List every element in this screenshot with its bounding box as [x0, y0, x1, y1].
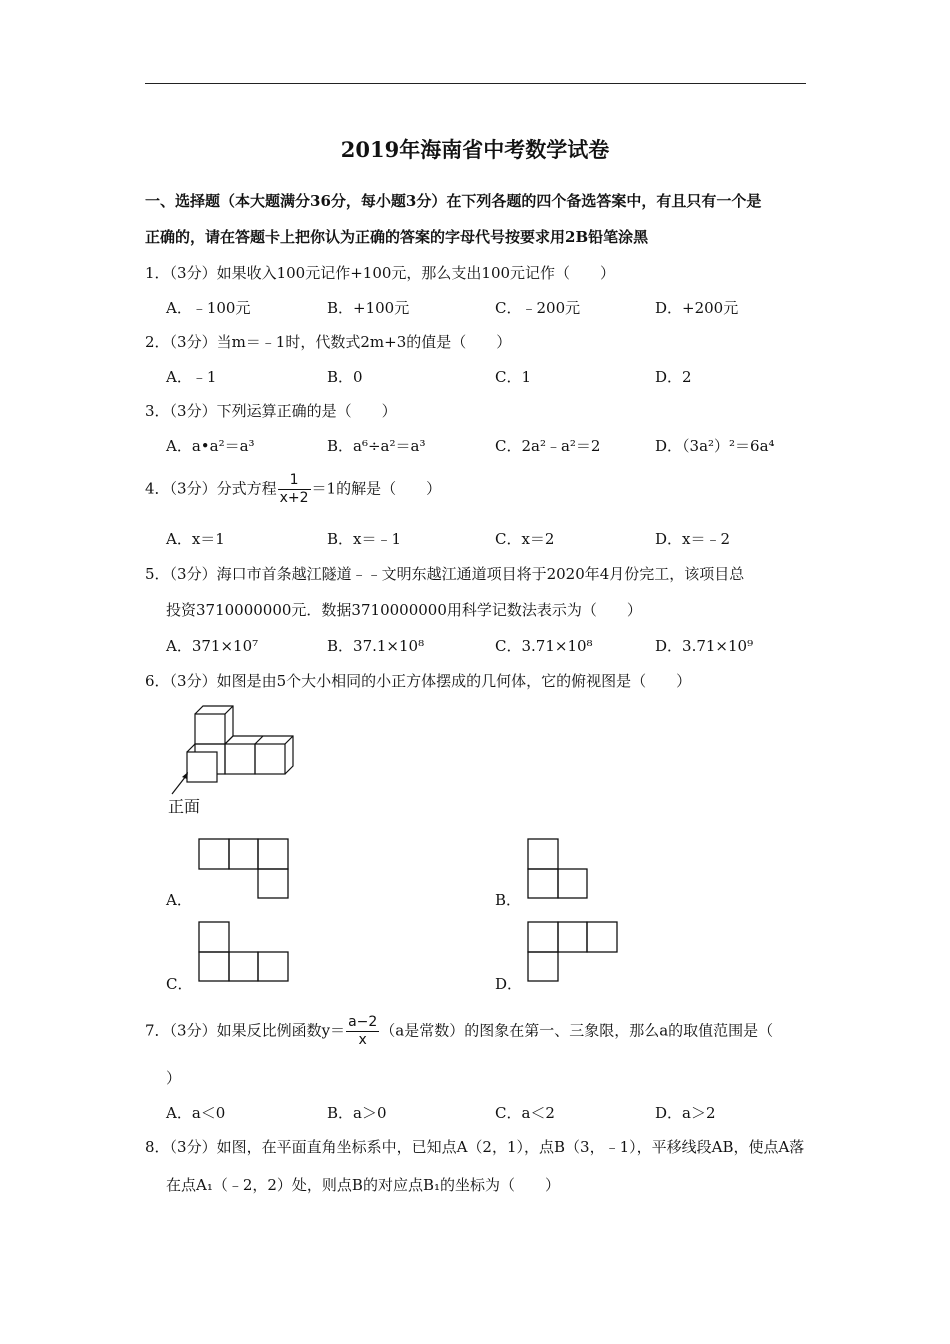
question-3-option-a[interactable]: A．a•a²＝a³ — [166, 437, 255, 455]
question-4-option-c[interactable]: C．x＝2 — [495, 530, 555, 548]
fraction-denominator: x+2 — [279, 490, 309, 506]
arrow-head — [182, 772, 188, 779]
question-7-option-d[interactable]: D．a＞2 — [655, 1104, 716, 1122]
question-3-option-d[interactable]: D．（3a²）²＝6a⁴ — [655, 437, 775, 455]
question-2-stem: 2．（3分）当m＝﹣1时，代数式2m+3的值是（ ） — [145, 333, 512, 351]
question-5-option-b[interactable]: B．37.1×10⁸ — [327, 637, 425, 655]
question-6-option-b[interactable]: B． — [495, 891, 522, 909]
cube-face — [225, 744, 255, 774]
cube-face — [255, 744, 285, 774]
question-4-option-b[interactable]: B．x＝﹣1 — [327, 530, 402, 548]
fraction-denominator: x — [358, 1032, 367, 1048]
question-3-option-c[interactable]: C．2a²﹣a²＝2 — [495, 437, 601, 455]
question-1-option-a[interactable]: A．﹣100元 — [166, 299, 251, 317]
question-1-option-b[interactable]: B．+100元 — [327, 299, 410, 317]
question-7-option-a[interactable]: A．a＜0 — [166, 1104, 226, 1122]
question-2-option-a[interactable]: A．﹣1 — [166, 368, 217, 386]
question-4-option-a[interactable]: A．x＝1 — [166, 530, 225, 548]
question-1-stem: 1．（3分）如果收入100元记作+100元，那么支出100元记作（ ） — [145, 264, 616, 282]
question-5-option-a[interactable]: A．371×10⁷ — [166, 637, 259, 655]
option-a-figure — [198, 838, 290, 900]
option-b-figure — [527, 838, 589, 900]
question-1-option-c[interactable]: C．﹣200元 — [495, 299, 581, 317]
page-title: 2019年海南省中考数学试卷 — [340, 137, 610, 162]
question-7-stem-after: （a是常数）的图象在第一、三象限，那么a的取值范围是（ — [380, 1021, 774, 1040]
option-d-figure — [527, 921, 619, 983]
question-3-option-b[interactable]: B．a⁶÷a²＝a³ — [327, 437, 426, 455]
question-5-stem-line1: 5．（3分）海口市首条越江隧道﹣﹣文明东越江通道项目将于2020年4月份完工，该项目总 — [145, 565, 745, 583]
cube-edge — [285, 736, 293, 744]
cube-face — [187, 752, 217, 782]
question-8-stem-line1: 8．（3分）如图，在平面直角坐标系中，已知点A（2，1），点B（3，﹣1），平移线段AB，使点A落 — [145, 1138, 805, 1156]
option-c-figure — [198, 921, 290, 983]
question-2-option-c[interactable]: C．1 — [495, 368, 532, 386]
question-6-stem: 6．（3分）如图是由5个大小相同的小正方体摆成的几何体，它的俯视图是（ ） — [145, 672, 692, 690]
section-heading-line2: 正确的，请在答题卡上把你认为正确的答案的字母代号按要求用2B铅笔涂黑 — [145, 228, 649, 246]
cube-edge — [255, 736, 263, 744]
question-6-option-d[interactable]: D． — [495, 975, 523, 993]
question-4-fraction — [278, 472, 311, 507]
question-7-option-b[interactable]: B．a＞0 — [327, 1104, 387, 1122]
question-4-option-d[interactable]: D．x＝﹣2 — [655, 530, 731, 548]
question-4-stem — [145, 472, 441, 507]
question-4-stem-after: ＝1的解是（ ） — [311, 479, 442, 498]
header-rule — [145, 83, 806, 84]
question-4-stem-before: 4．（3分）分式方程 — [145, 479, 277, 498]
question-7-stem-before: 7．（3分）如果反比例函数y＝ — [145, 1021, 346, 1040]
question-5-option-d[interactable]: D．3.71×10⁹ — [655, 637, 754, 655]
fraction-numerator: 1 — [278, 472, 311, 490]
question-6-option-a[interactable]: A． — [166, 891, 192, 909]
question-5-option-c[interactable]: C．3.71×10⁸ — [495, 637, 593, 655]
question-8-stem-line2: 在点A₁（﹣2，2）处，则点B的对应点B₁的坐标为（ ） — [166, 1176, 560, 1194]
arrow-line — [172, 776, 186, 794]
section-heading-line1: 一、选择题（本大题满分36分，每小题3分）在下列各题的四个备选答案中，有且只有一个是 — [145, 192, 762, 210]
cube-face — [195, 714, 225, 744]
cube-edges — [225, 736, 293, 774]
question-7-fraction — [346, 1014, 379, 1049]
question-7-stem — [145, 1014, 773, 1049]
question-1-option-d[interactable]: D．+200元 — [655, 299, 739, 317]
question-2-option-b[interactable]: B．0 — [327, 368, 363, 386]
question-7-stem-line2: ） — [166, 1069, 182, 1087]
cube-edge — [225, 706, 233, 714]
question-6-option-c[interactable]: C． — [166, 975, 193, 993]
cube-edge — [187, 744, 195, 752]
question-2-option-d[interactable]: D．2 — [655, 368, 692, 386]
question-3-stem: 3．（3分）下列运算正确的是（ ） — [145, 402, 397, 420]
front-view-label: 正面 — [168, 797, 201, 816]
question-5-stem-line2: 投资3710000000元．数据3710000000用科学记数法表示为（ ） — [166, 601, 642, 619]
fraction-numerator: a−2 — [348, 1014, 378, 1030]
question-7-option-c[interactable]: C．a＜2 — [495, 1104, 555, 1122]
